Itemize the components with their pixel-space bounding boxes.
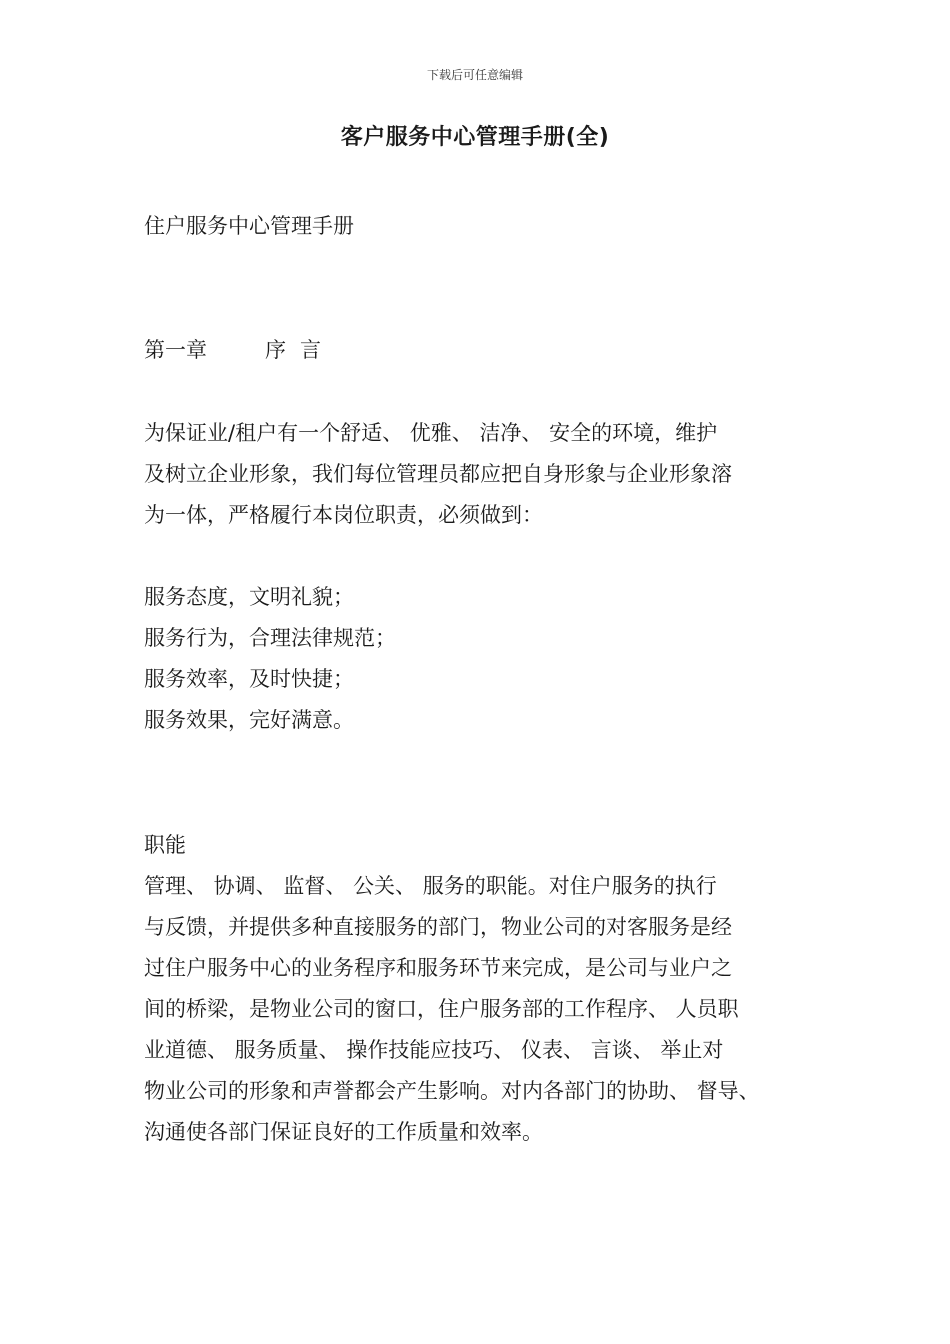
intro-line: 为保证业/租户有一个舒适、 优雅、 洁净、 安全的环境，维护 [144, 421, 718, 445]
header-note: 下载后可任意编辑 [426, 68, 523, 82]
intro-line: 及树立企业形象，我们每位管理员都应把自身形象与企业形象溶 [144, 462, 732, 486]
intro-line: 为一体，严格履行本岗位职责，必须做到： [144, 503, 543, 527]
chapter-number: 第一章 [144, 338, 207, 362]
principle-item: 服务行为，合理法律规范； [144, 626, 396, 650]
chapter-name-part1: 序 [265, 338, 286, 362]
document-title: 客户服务中心管理手册(全) [340, 125, 610, 150]
functions-line: 过住户服务中心的业务程序和服务环节来完成，是公司与业户之 [144, 956, 732, 980]
functions-paragraph [144, 866, 760, 1153]
functions-line: 管理、 协调、 监督、 公关、 服务的职能。对住户服务的执行 [144, 874, 717, 898]
functions-line: 业道德、 服务质量、 操作技能应技巧、 仪表、 言谈、 举止对 [144, 1038, 724, 1062]
chapter-heading [144, 330, 321, 371]
functions-line: 间的桥梁，是物业公司的窗口，住户服务部的工作程序、 人员职 [144, 997, 739, 1021]
document-subtitle: 住户服务中心管理手册 [144, 214, 354, 238]
functions-line: 物业公司的形象和声誉都会产生影响。对内各部门的协助、 督导、 [144, 1079, 760, 1103]
functions-heading: 职能 [144, 833, 186, 857]
principle-item: 服务效果，完好满意。 [144, 708, 354, 732]
functions-line: 与反馈，并提供多种直接服务的部门，物业公司的对客服务是经 [144, 915, 732, 939]
principle-item: 服务效率，及时快捷； [144, 667, 354, 691]
principle-item: 服务态度，文明礼貌； [144, 585, 354, 609]
chapter-name-part2: 言 [300, 338, 321, 362]
service-principles-list [144, 577, 396, 741]
functions-line: 沟通使各部门保证良好的工作质量和效率。 [144, 1120, 543, 1144]
intro-paragraph [144, 413, 732, 536]
